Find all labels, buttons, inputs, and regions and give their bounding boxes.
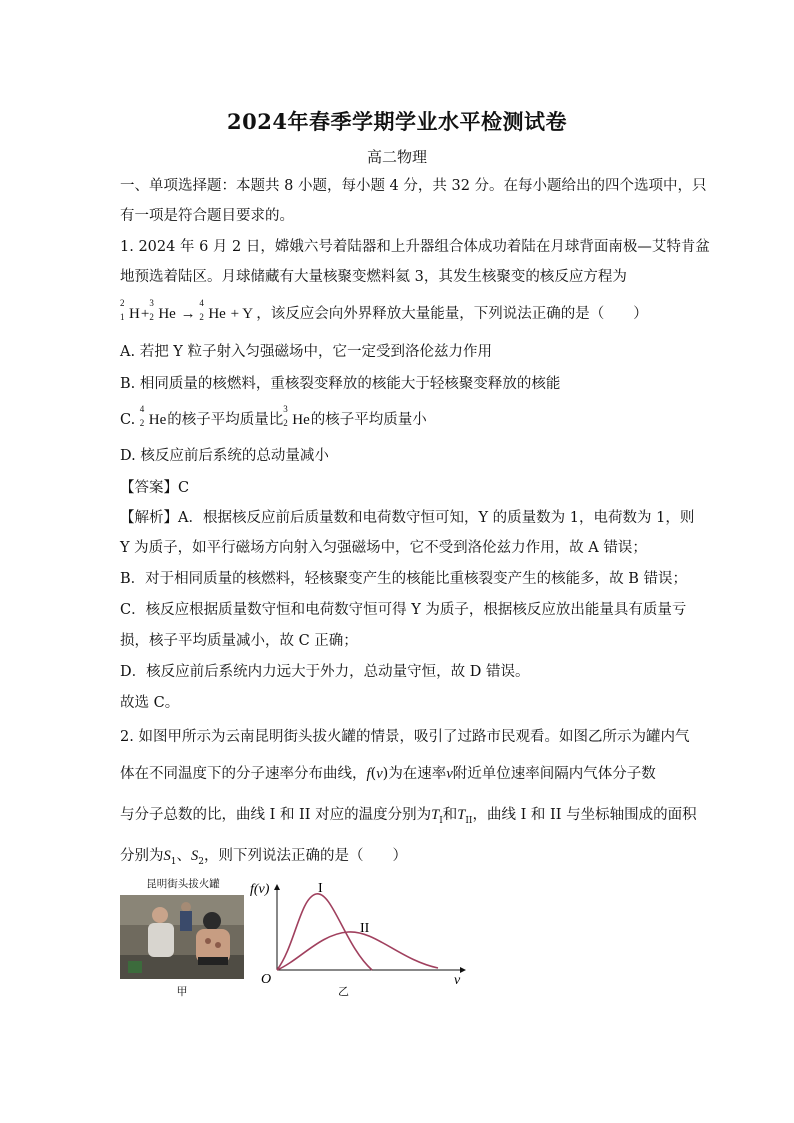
origin-label: O xyxy=(261,972,272,987)
q1-explanation-line5: 损，核子平均质量减小，故 C 正确； xyxy=(120,633,358,649)
x-axis-arrow xyxy=(460,967,466,973)
q1-final: 故选 C。 xyxy=(120,695,180,711)
q2-stem-line4: 分别为$S_1$、$S_2$，则下列说法正确的是（ ） xyxy=(120,848,407,867)
q2-text: 和 xyxy=(442,807,458,823)
q1-stem-line1: 1. 2024 年 6 月 2 日，嫦娥六号着陆器和上升器组合体成功着陆在月球背面南极—艾特肯盆 xyxy=(120,239,710,255)
q2-text: 为在速率 xyxy=(388,766,447,782)
q1-option-c: C. 4 2 He的核子平均质量比 3 2 He的核子平均质量小 xyxy=(120,404,427,428)
section-heading-line1: 一、单项选择题：本题共 8 小题，每小题 4 分，共 32 分。在每小题给出的四个选项中，只 xyxy=(120,178,707,194)
photo-caption: 昆明街头拔火罐 xyxy=(146,878,220,890)
q1-explanation-line1: 【解析】A．根据核反应前后质量数和电荷数守恒可知，Y 的质量数为 1，电荷数为 1，则 xyxy=(120,510,695,526)
y-axis-arrow xyxy=(274,884,280,890)
q1-explanation-line3: B．对于相同质量的核燃料，轻核聚变产生的核能比重核裂变产生的核能多，故 B 错误； xyxy=(120,571,688,587)
q2-stem-line1: 2. 如图甲所示为云南昆明街头拔火罐的情景，吸引了过路市民观看。如图乙所示为罐内气 xyxy=(120,729,690,745)
curve-II xyxy=(277,932,438,970)
figure-b-label: 乙 xyxy=(338,985,349,998)
nuclear-equation: 2 1 H+ 3 2 He → 4 2 He + Y xyxy=(120,298,257,322)
page-title: 2024年春季学期学业水平检测试卷 xyxy=(227,109,567,134)
option-c-prefix: C. xyxy=(120,412,140,428)
q2-text: ，曲线 I 和 II 与坐标轴围成的面积 xyxy=(472,807,697,823)
q1-stem-line2: 地预选着陆区。月球储藏有大量核聚变燃料氦 3，其发生核聚变的核反应方程为 xyxy=(120,269,627,285)
q2-text: 分别为 xyxy=(120,848,164,864)
q2-text: 与分子总数的比，曲线 I 和 II 对应的温度分别为 xyxy=(120,807,432,823)
q1-explanation-line2: Y 为质子，如平行磁场方向射入匀强磁场中，它不受到洛伦兹力作用，故 A 错误； xyxy=(120,540,647,556)
cupping-photo-image xyxy=(120,895,244,979)
q2-stem-line2: 体在不同温度下的分子速率分布曲线，f(v)为在速率v附近单位速率间隔内气体分子数 xyxy=(120,766,656,782)
curve-II-label: II xyxy=(360,921,370,936)
q1-equation-tail: ，该反应会向外界释放大量能量，下列说法正确的是（ ） xyxy=(256,306,648,322)
q1-option-a: A. 若把 Y 粒子射入匀强磁场中，它一定受到洛伦兹力作用 xyxy=(120,344,492,360)
figure-a-label: 甲 xyxy=(176,985,188,998)
option-c-middle: 的核子平均质量比 xyxy=(167,412,284,428)
q2-text: 体在不同温度下的分子速率分布曲线， xyxy=(120,766,367,782)
section-heading-line2: 有一项是符合题目要求的。 xyxy=(120,208,294,224)
y-axis-label: f(v) xyxy=(250,882,270,897)
q1-explanation-line6: D．核反应前后系统内力远大于外力，总动量守恒，故 D 错误。 xyxy=(120,664,530,680)
page-subtitle: 高二物理 xyxy=(366,148,427,166)
q1-option-d: D. 核反应前后系统的总动量减小 xyxy=(120,448,329,464)
q1-option-b: B. 相同质量的核燃料，重核裂变释放的核能大于轻核聚变释放的核能 xyxy=(120,376,561,392)
q2-text: ，则下列说法正确的是（ ） xyxy=(203,848,407,864)
cupping-photo xyxy=(120,895,244,979)
q1-answer: 【答案】C xyxy=(120,480,190,496)
q1-equation-line xyxy=(120,298,648,324)
x-axis-label: v xyxy=(454,973,461,988)
q1-explanation-line4: C．核反应根据质量数守恒和电荷数守恒可得 Y 为质子，根据核反应放出能量具有质量亏 xyxy=(120,602,687,618)
q2-stem-line3: 与分子总数的比，曲线 I 和 II 对应的温度分别为$T_I$和$T_{II}$，曲线 I 和 II 与坐标轴围成的面积 xyxy=(120,807,697,826)
q2-text: 、 xyxy=(176,848,191,864)
option-c-suffix: 的核子平均质量小 xyxy=(310,412,427,428)
q2-text: 附近单位速率间隔内气体分子数 xyxy=(452,766,656,782)
speed-distribution-chart xyxy=(250,876,470,988)
curve-I-label: I xyxy=(318,881,323,896)
